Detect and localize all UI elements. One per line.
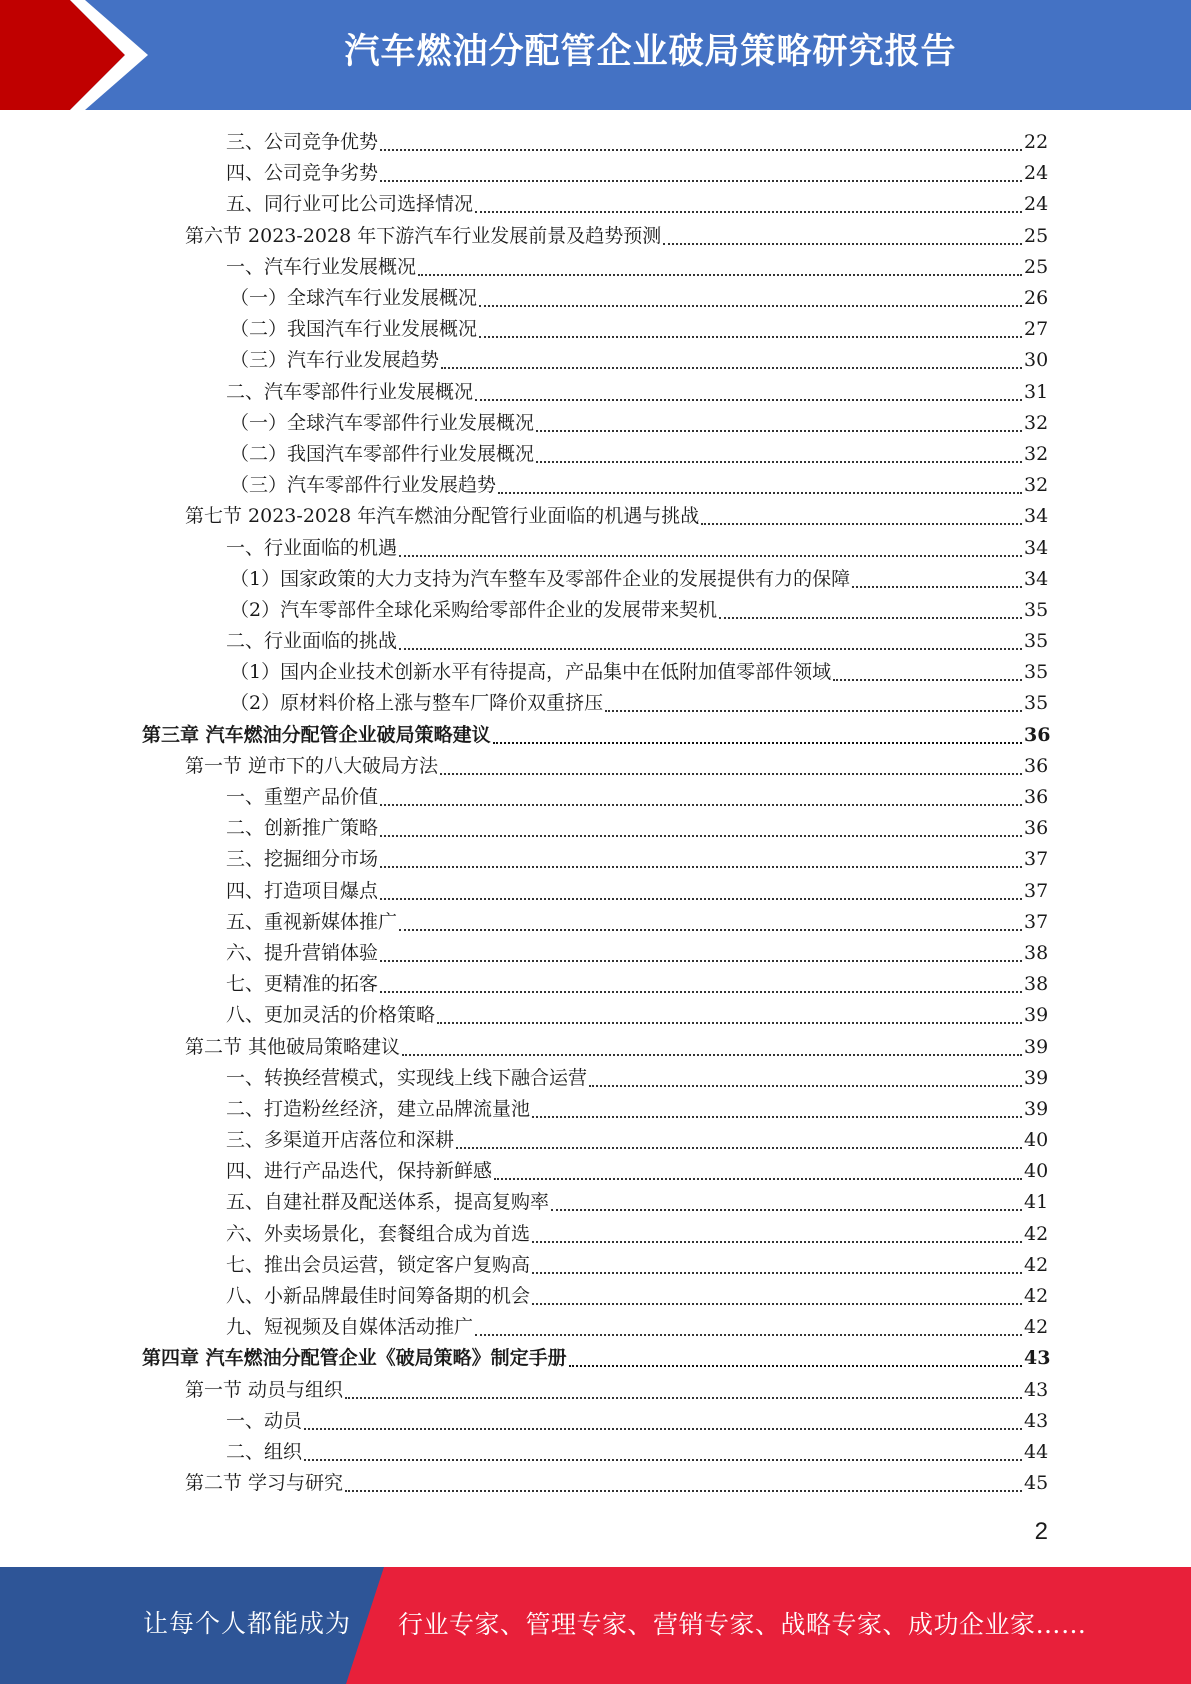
toc-entry-page-number: 39	[1024, 1066, 1049, 1089]
toc-entry[interactable]	[0, 876, 1191, 907]
toc-entry-label: 九、短视频及自媒体活动推广	[226, 1316, 474, 1339]
toc-entry[interactable]	[0, 1000, 1191, 1031]
toc-dot-leader	[701, 522, 1022, 525]
toc-entry[interactable]	[0, 470, 1191, 501]
toc-dot-leader	[493, 741, 1022, 744]
toc-entry-page-number: 32	[1024, 474, 1049, 497]
toc-entry[interactable]	[0, 657, 1191, 688]
toc-entry-page-number: 30	[1024, 349, 1049, 372]
footer-slogan-right: 行业专家、管理专家、营销专家、战略专家、成功企业家……	[398, 1610, 1087, 1639]
toc-entry-page-number: 36	[1024, 723, 1051, 746]
toc-entry-label: 第四章 汽车燃油分配管企业《破局策略》制定手册	[142, 1347, 567, 1370]
toc-entry-page-number: 24	[1024, 162, 1049, 185]
toc-dot-leader	[456, 1146, 1022, 1149]
toc-entry-label: 第三章 汽车燃油分配管企业破局策略建议	[142, 723, 491, 746]
toc-entry-label: 八、更加灵活的价格策略	[226, 1004, 436, 1027]
toc-entry-page-number: 24	[1024, 193, 1049, 216]
toc-entry-page-number: 42	[1024, 1253, 1049, 1276]
toc-entry[interactable]	[0, 1468, 1191, 1499]
toc-entry-label: 三、多渠道开店落位和深耕	[226, 1129, 455, 1152]
toc-entry-label: （三）汽车零部件行业发展趋势	[230, 474, 497, 497]
toc-entry[interactable]	[0, 720, 1191, 751]
toc-entry-page-number: 42	[1024, 1222, 1049, 1245]
toc-dot-leader	[440, 772, 1022, 775]
toc-entry[interactable]	[0, 314, 1191, 345]
toc-entry[interactable]	[0, 1281, 1191, 1312]
toc-dot-leader	[380, 865, 1022, 868]
toc-dot-leader	[494, 1177, 1022, 1180]
toc-entry-page-number: 37	[1024, 848, 1049, 871]
toc-entry-label: 一、行业面临的机遇	[226, 536, 398, 559]
toc-entry[interactable]	[0, 377, 1191, 408]
toc-entry-label: 五、同行业可比公司选择情况	[226, 193, 474, 216]
toc-entry-label: 第六节 2023-2028 年下游汽车行业发展前景及趋势预测	[185, 224, 662, 247]
toc-entry-label: （1）国家政策的大力支持为汽车整车及零部件企业的发展提供有力的保障	[230, 567, 851, 590]
toc-dot-leader	[852, 585, 1022, 588]
toc-entry[interactable]	[0, 595, 1191, 626]
toc-entry[interactable]	[0, 782, 1191, 813]
toc-entry-page-number: 32	[1024, 411, 1049, 434]
toc-entry-label: （二）我国汽车行业发展概况	[230, 318, 478, 341]
toc-entry-label: 第二节 学习与研究	[185, 1472, 344, 1495]
toc-entry-label: 一、动员	[226, 1409, 303, 1432]
toc-dot-leader	[569, 1364, 1022, 1367]
toc-entry-label: 二、行业面临的挑战	[226, 630, 398, 653]
toc-entry-page-number: 39	[1024, 1035, 1049, 1058]
toc-entry-label: （一）全球汽车零部件行业发展概况	[230, 411, 535, 434]
toc-entry[interactable]	[0, 1375, 1191, 1406]
toc-dot-leader	[380, 803, 1022, 806]
toc-dot-leader	[399, 928, 1022, 931]
toc-entry-label: （2）汽车零部件全球化采购给零部件企业的发展带来契机	[230, 598, 718, 621]
toc-entry[interactable]	[0, 1063, 1191, 1094]
toc-dot-leader	[437, 1021, 1022, 1024]
toc-entry-page-number: 39	[1024, 1097, 1049, 1120]
toc-entry-label: 第七节 2023-2028 年汽车燃油分配管行业面临的机遇与挑战	[185, 505, 700, 528]
toc-entry-page-number: 34	[1024, 505, 1049, 528]
toc-entry[interactable]	[0, 1187, 1191, 1218]
page-number: 2	[1034, 1518, 1048, 1545]
toc-dot-leader	[551, 1208, 1022, 1211]
toc-dot-leader	[304, 1458, 1022, 1461]
toc-dot-leader	[532, 1240, 1022, 1243]
toc-dot-leader	[475, 210, 1022, 213]
page-header	[0, 0, 1191, 110]
toc-entry-page-number: 40	[1024, 1160, 1049, 1183]
toc-entry[interactable]	[0, 408, 1191, 439]
toc-entry[interactable]	[0, 1250, 1191, 1281]
toc-entry[interactable]	[0, 345, 1191, 376]
toc-dot-leader	[304, 1427, 1022, 1430]
toc-entry[interactable]	[0, 1125, 1191, 1156]
toc-entry-page-number: 42	[1024, 1316, 1049, 1339]
toc-entry-label: 二、汽车零部件行业发展概况	[226, 380, 474, 403]
toc-entry-label: 五、自建社群及配送体系，提高复购率	[226, 1191, 550, 1214]
toc-entry-label: 八、小新品牌最佳时间筹备期的机会	[226, 1285, 531, 1308]
toc-entry[interactable]	[0, 127, 1191, 158]
toc-entry-page-number: 22	[1024, 131, 1049, 154]
toc-entry-label: 第一节 逆市下的八大破局方法	[185, 754, 439, 777]
toc-entry-label: 四、公司竞争劣势	[226, 162, 379, 185]
toc-entry-label: 六、提升营销体验	[226, 941, 379, 964]
toc-entry[interactable]	[0, 969, 1191, 1000]
toc-entry-label: （一）全球汽车行业发展概况	[230, 287, 478, 310]
toc-entry[interactable]	[0, 688, 1191, 719]
toc-entry-page-number: 35	[1024, 661, 1049, 684]
toc-entry[interactable]	[0, 1031, 1191, 1062]
toc-dot-leader	[380, 179, 1022, 182]
toc-entry-page-number: 25	[1024, 255, 1049, 278]
toc-entry[interactable]	[0, 844, 1191, 875]
toc-dot-leader	[345, 1396, 1022, 1399]
footer-slogan-left: 让每个人都能成为	[143, 1609, 352, 1638]
toc-entry-page-number: 34	[1024, 567, 1049, 590]
toc-entry-page-number: 44	[1024, 1440, 1049, 1463]
toc-entry-label: 一、转换经营模式，实现线上线下融合运营	[226, 1066, 588, 1089]
toc-entry-page-number: 32	[1024, 442, 1049, 465]
toc-dot-leader	[479, 335, 1022, 338]
toc-entry-page-number: 35	[1024, 692, 1049, 715]
toc-entry-label: （三）汽车行业发展趋势	[230, 349, 440, 372]
toc-entry-page-number: 43	[1024, 1347, 1051, 1370]
toc-entry[interactable]	[0, 626, 1191, 657]
toc-entry-page-number: 42	[1024, 1285, 1049, 1308]
report-title: 汽车燃油分配管企业破局策略研究报告	[344, 32, 957, 72]
toc-dot-leader	[719, 616, 1022, 619]
toc-entry-page-number: 43	[1024, 1409, 1049, 1432]
toc-dot-leader	[536, 429, 1022, 432]
toc-entry-label: 一、重塑产品价值	[226, 786, 379, 809]
toc-dot-leader	[532, 1271, 1022, 1274]
toc-entry[interactable]	[0, 1156, 1191, 1187]
toc-entry[interactable]	[0, 1343, 1191, 1374]
toc-entry-page-number: 36	[1024, 786, 1049, 809]
toc-entry[interactable]	[0, 813, 1191, 844]
toc-entry-label: 二、组织	[226, 1440, 303, 1463]
toc-dot-leader	[479, 304, 1022, 307]
toc-entry-page-number: 38	[1024, 973, 1049, 996]
toc-entry-page-number: 38	[1024, 941, 1049, 964]
toc-entry[interactable]	[0, 564, 1191, 595]
toc-entry-page-number: 35	[1024, 630, 1049, 653]
toc-dot-leader	[380, 990, 1022, 993]
toc-entry-page-number: 37	[1024, 879, 1049, 902]
toc-entry-page-number: 31	[1024, 380, 1049, 403]
toc-entry[interactable]	[0, 1437, 1191, 1468]
page-footer	[0, 1567, 1191, 1684]
toc-entry[interactable]	[0, 252, 1191, 283]
toc-entry[interactable]	[0, 158, 1191, 189]
toc-dot-leader	[402, 1053, 1022, 1056]
toc-entry[interactable]	[0, 532, 1191, 563]
toc-entry-page-number: 43	[1024, 1378, 1049, 1401]
toc-dot-leader	[589, 1084, 1022, 1087]
toc-entry-label: 二、创新推广策略	[226, 817, 379, 840]
toc-entry-label: 四、打造项目爆点	[226, 879, 379, 902]
toc-entry-page-number: 25	[1024, 224, 1049, 247]
toc-entry[interactable]	[0, 907, 1191, 938]
toc-entry[interactable]	[0, 751, 1191, 782]
toc-entry-label: （1）国内企业技术创新水平有待提高，产品集中在低附加值零部件领域	[230, 661, 832, 684]
toc-dot-leader	[441, 366, 1022, 369]
toc-entry-label: 五、重视新媒体推广	[226, 910, 398, 933]
toc-entry[interactable]	[0, 938, 1191, 969]
toc-dot-leader	[475, 1333, 1022, 1336]
toc-entry-label: 七、更精准的拓客	[226, 973, 379, 996]
toc-dot-leader	[536, 460, 1022, 463]
toc-entry-label: 三、挖掘细分市场	[226, 848, 379, 871]
toc-entry-page-number: 34	[1024, 536, 1049, 559]
toc-dot-leader	[380, 897, 1022, 900]
toc-entry-label: （2）原材料价格上涨与整车厂降价双重挤压	[230, 692, 604, 715]
toc-entry-label: 四、进行产品迭代，保持新鲜感	[226, 1160, 493, 1183]
toc-dot-leader	[532, 1115, 1022, 1118]
toc-entry-page-number: 35	[1024, 598, 1049, 621]
toc-dot-leader	[399, 554, 1022, 557]
toc-entry[interactable]	[0, 221, 1191, 252]
toc-dot-leader	[605, 709, 1022, 712]
toc-dot-leader	[475, 398, 1022, 401]
toc-entry-label: 二、打造粉丝经济，建立品牌流量池	[226, 1097, 531, 1120]
toc-dot-leader	[345, 1489, 1022, 1492]
toc-dot-leader	[380, 959, 1022, 962]
toc-entry[interactable]	[0, 1094, 1191, 1125]
table-of-contents	[0, 127, 1191, 1499]
toc-entry-label: 一、汽车行业发展概况	[226, 255, 417, 278]
toc-entry-label: （二）我国汽车零部件行业发展概况	[230, 442, 535, 465]
toc-entry-page-number: 40	[1024, 1129, 1049, 1152]
toc-dot-leader	[418, 273, 1022, 276]
toc-entry[interactable]	[0, 189, 1191, 220]
toc-entry-label: 第一节 动员与组织	[185, 1378, 344, 1401]
toc-entry[interactable]	[0, 1406, 1191, 1437]
toc-entry-page-number: 27	[1024, 318, 1049, 341]
toc-entry-page-number: 45	[1024, 1472, 1049, 1495]
toc-entry-label: 第二节 其他破局策略建议	[185, 1035, 401, 1058]
toc-dot-leader	[399, 647, 1022, 650]
toc-dot-leader	[663, 242, 1022, 245]
toc-entry-page-number: 41	[1024, 1191, 1049, 1214]
toc-entry[interactable]	[0, 439, 1191, 470]
toc-entry[interactable]	[0, 283, 1191, 314]
toc-entry-label: 六、外卖场景化，套餐组合成为首选	[226, 1222, 531, 1245]
toc-entry-page-number: 36	[1024, 817, 1049, 840]
toc-entry-page-number: 26	[1024, 287, 1049, 310]
toc-entry-page-number: 39	[1024, 1004, 1049, 1027]
toc-entry[interactable]	[0, 1219, 1191, 1250]
toc-dot-leader	[532, 1302, 1022, 1305]
toc-entry-label: 三、公司竞争优势	[226, 131, 379, 154]
toc-dot-leader	[498, 491, 1022, 494]
toc-dot-leader	[833, 678, 1022, 681]
toc-entry[interactable]	[0, 501, 1191, 532]
toc-entry[interactable]	[0, 1312, 1191, 1343]
toc-entry-page-number: 36	[1024, 754, 1049, 777]
toc-entry-label: 七、推出会员运营，锁定客户复购高	[226, 1253, 531, 1276]
toc-dot-leader	[380, 834, 1022, 837]
toc-entry-page-number: 37	[1024, 910, 1049, 933]
toc-dot-leader	[380, 148, 1022, 151]
